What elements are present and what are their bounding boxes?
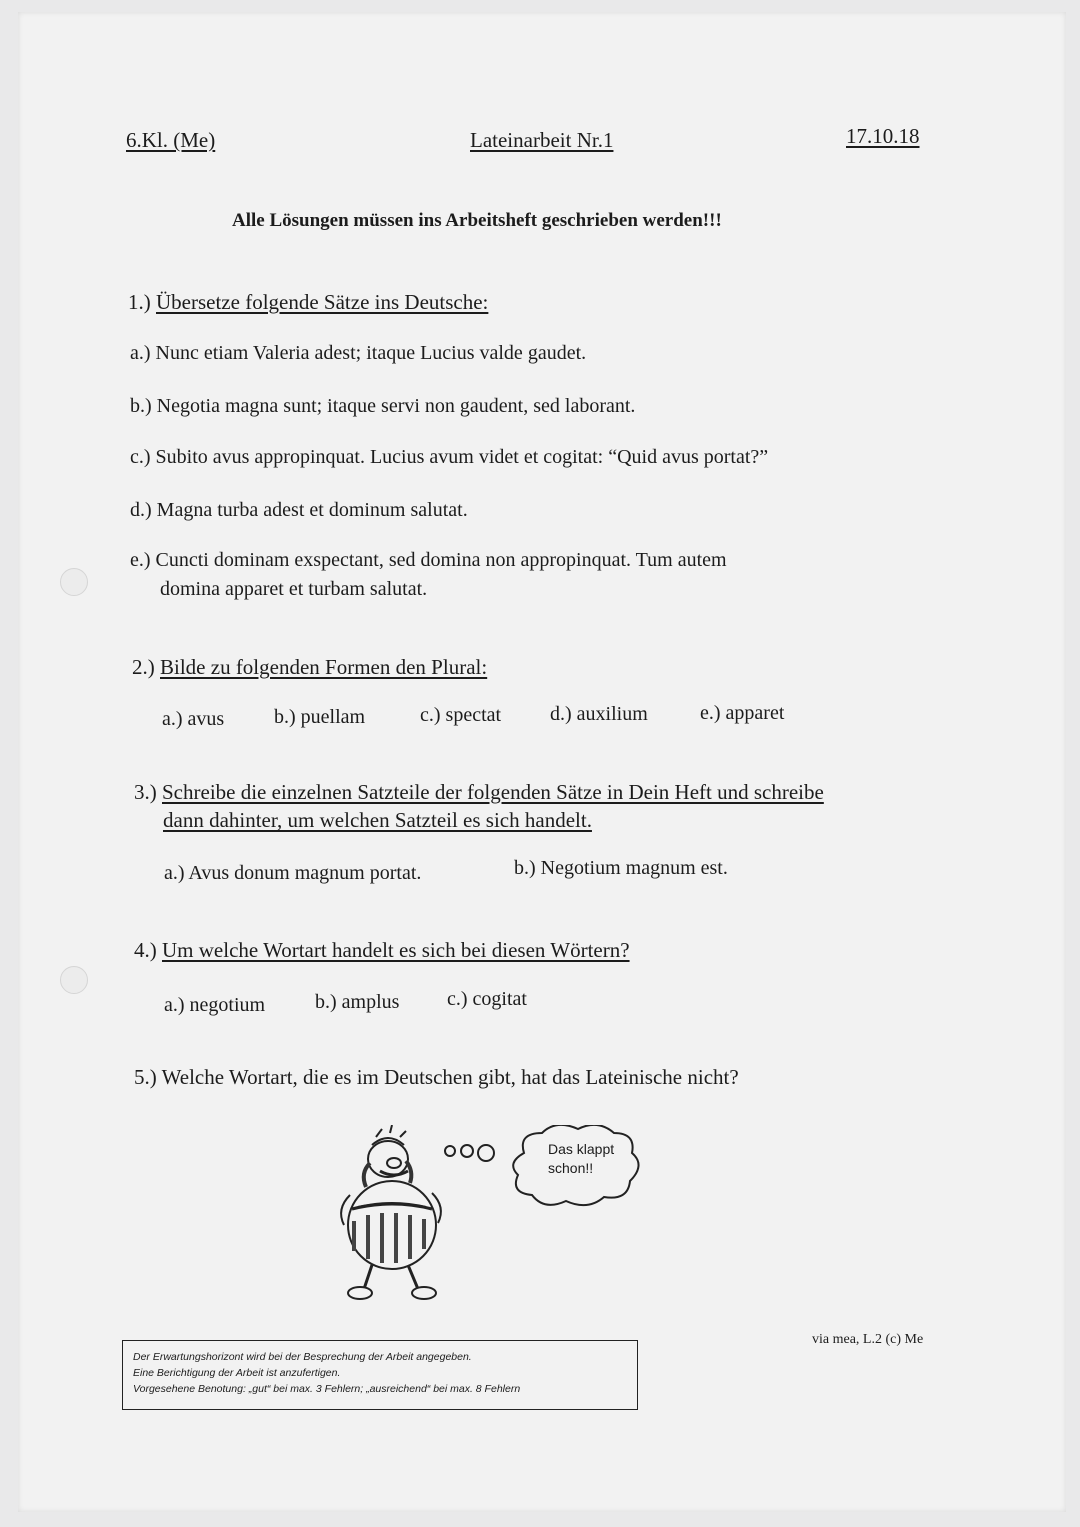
thought-bubble-line2: schon!! [548, 1160, 594, 1176]
task1-title: Übersetze folgende Sätze ins Deutsche: [156, 290, 489, 314]
task3-number: 3.) [134, 780, 157, 804]
task2-item-d: d.) auxilium [550, 703, 648, 725]
task2-item-b: b.) puellam [274, 706, 366, 728]
task3-title-line2: dann dahinter, um welchen Satzteil es sich handelt. [163, 808, 592, 832]
task1-item-e: e.) Cuncti dominam exspectant, sed domina non appropinquat. Tum autem [130, 549, 727, 571]
grading-info-line1: Der Erwartungshorizont wird bei der Besprechung der Arbeit angegeben. [133, 1351, 472, 1363]
task3-heading [134, 780, 824, 805]
task3-item-a: a.) Avus donum magnum portat. [164, 862, 422, 884]
task5-number: 5.) [134, 1065, 157, 1089]
task1-item-b: b.) Negotia magna sunt; itaque servi non gaudent, sed laborant. [130, 395, 636, 417]
grading-info-line2: Eine Berichtigung der Arbeit ist anzufertigen. [133, 1367, 341, 1379]
task2-heading [132, 655, 487, 680]
thought-bubble-line1: Das klappt [548, 1141, 615, 1157]
task1-heading [128, 290, 488, 315]
task4-heading [134, 938, 630, 963]
task5-heading [134, 1065, 739, 1090]
task1-item-a: a.) Nunc etiam Valeria adest; itaque Lucius valde gaudet. [130, 342, 587, 364]
punch-hole-bottom [60, 966, 88, 994]
grading-info-box [122, 1340, 638, 1410]
obelix-illustration [320, 1125, 680, 1310]
task2-number: 2.) [132, 655, 155, 679]
task1-item-e-cont: domina apparet et turbam salutat. [160, 578, 428, 600]
punch-hole-top [60, 568, 88, 596]
task1-item-d: d.) Magna turba adest et dominum salutat. [130, 499, 468, 521]
task4-item-b: b.) amplus [315, 991, 400, 1013]
task5-title: Welche Wortart, die es im Deutschen gibt, hat das Lateinische nicht? [161, 1065, 739, 1089]
task2-title: Bilde zu folgenden Formen den Plural: [160, 655, 488, 679]
task1-number: 1.) [128, 290, 151, 314]
task3-title-line1: Schreibe die einzelnen Satzteile der folgenden Sätze in Dein Heft und schreibe [162, 780, 824, 804]
task3-item-b: b.) Negotium magnum est. [514, 857, 728, 879]
task1-item-c: c.) Subito avus appropinquat. Lucius avum videt et cogitat: “Quid avus portat?” [130, 446, 769, 468]
grading-info-line3: Vorgesehene Benotung: „gut“ bei max. 3 Fehlern; „ausreichend“ bei max. 8 Fehlern [133, 1383, 521, 1395]
task2-item-c: c.) spectat [420, 704, 502, 726]
class-label: 6.Kl. (Me) [126, 128, 216, 152]
task4-item-c: c.) cogitat [447, 988, 527, 1010]
task4-item-a: a.) negotium [164, 994, 266, 1016]
task2-item-a: a.) avus [162, 708, 225, 730]
exam-date: 17.10.18 [846, 124, 920, 148]
instruction: Alle Lösungen müssen ins Arbeitsheft geschrieben werden!!! [232, 210, 722, 231]
exam-title: Lateinarbeit Nr.1 [470, 128, 614, 152]
task4-number: 4.) [134, 938, 157, 962]
task4-title: Um welche Wortart handelt es sich bei diesen Wörtern? [162, 938, 630, 962]
task2-item-e: e.) apparet [700, 702, 785, 724]
source-credit: via mea, L.2 (c) Me [812, 1332, 924, 1347]
